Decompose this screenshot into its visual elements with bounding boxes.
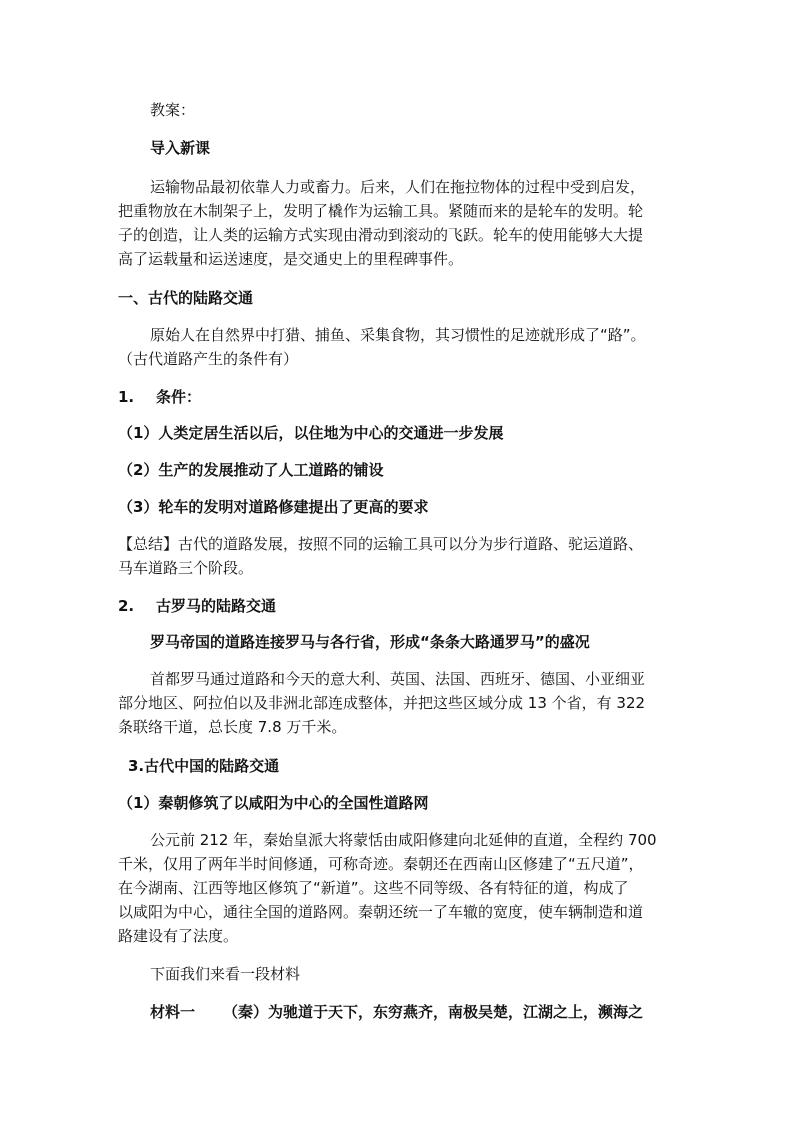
rome-title: 古罗马的陆路交通 — [156, 597, 277, 615]
intro-heading: 导入新课 — [150, 139, 211, 157]
material-text: （秦）为驰道于天下，东穷燕齐，南极吴楚，江湖之上，濒海之 — [223, 1003, 644, 1021]
china-heading: 3.古代中国的陆路交通 — [128, 757, 280, 775]
rome-subheading: 罗马帝国的道路连接罗马与各行省，形成“条条大路通罗马”的盛况 — [150, 633, 590, 651]
lesson-label: 教案： — [150, 101, 196, 119]
conditions-number: 1. — [118, 388, 135, 406]
intro-para-line: 运输物品最初依靠人力或畜力。后来，人们在拖拉物体的过程中受到启发， — [150, 178, 646, 196]
section1-para-line: （古代道路产生的条件有） — [118, 350, 299, 368]
rome-para-line: 首都罗马通过道路和今天的意大利、英国、法国、西班牙、德国、小亚细亚 — [150, 670, 646, 688]
condition-item: （2）生产的发展推动了人工道路的铺设 — [118, 461, 384, 479]
summary-line: 马车道路三个阶段。 — [118, 559, 254, 577]
material-line — [150, 1002, 643, 1022]
intro-para-line: 子的创造，让人类的运输方式实现由滑动到滚动的飞跃。轮车的使用能够大大提 — [118, 226, 644, 244]
rome-para-line: 条联络干道，总长度 7.8 万千米。 — [118, 718, 347, 736]
china-subheading: （1）秦朝修筑了以咸阳为中心的全国性道路网 — [118, 794, 429, 812]
china-para-line: 公元前 212 年，秦始皇派大将蒙恬由咸阳修建向北延伸的直道，全程约 700 — [150, 831, 657, 849]
material-label: 材料一 — [150, 1003, 196, 1021]
conditions-heading — [118, 387, 201, 407]
condition-item: （1）人类定居生活以后，以住地为中心的交通进一步发展 — [118, 424, 504, 442]
intro-para-line: 把重物放在木制架子上，发明了橇作为运输工具。紧随而来的是轮车的发明。轮 — [118, 202, 644, 220]
transition-line: 下面我们来看一段材料 — [150, 965, 301, 983]
china-para-line: 路建设有了法度。 — [118, 927, 239, 945]
section1-heading: 一、古代的陆路交通 — [118, 289, 254, 307]
china-para-line: 千米，仅用了两年半时间修通，可称奇迹。秦朝还在西南山区修建了“五尺道”， — [118, 855, 644, 873]
section1-para-line: 原始人在自然界中打猎、捕鱼、采集食物，其习惯性的足迹就形成了“路”。 — [150, 326, 646, 344]
china-para-line: 以咸阳为中心，通往全国的道路网。秦朝还统一了车辙的宽度，使车辆制造和道 — [118, 903, 644, 921]
rome-number: 2. — [118, 597, 135, 615]
condition-item: （3）轮车的发明对道路修建提出了更高的要求 — [118, 498, 429, 516]
china-para-line: 在今湖南、江西等地区修筑了“新道”。这些不同等级、各有特征的道，构成了 — [118, 879, 629, 897]
conditions-title: 条件： — [156, 388, 202, 406]
intro-para-line: 高了运载量和运送速度，是交通史上的里程碑事件。 — [118, 250, 464, 268]
summary-line: 【总结】古代的道路发展，按照不同的运输工具可以分为步行道路、驼运道路、 — [118, 535, 644, 553]
rome-para-line: 部分地区、阿拉伯以及非洲北部连成整体，并把这些区域分成 13 个省，有 322 — [118, 694, 646, 712]
rome-heading — [118, 596, 276, 616]
